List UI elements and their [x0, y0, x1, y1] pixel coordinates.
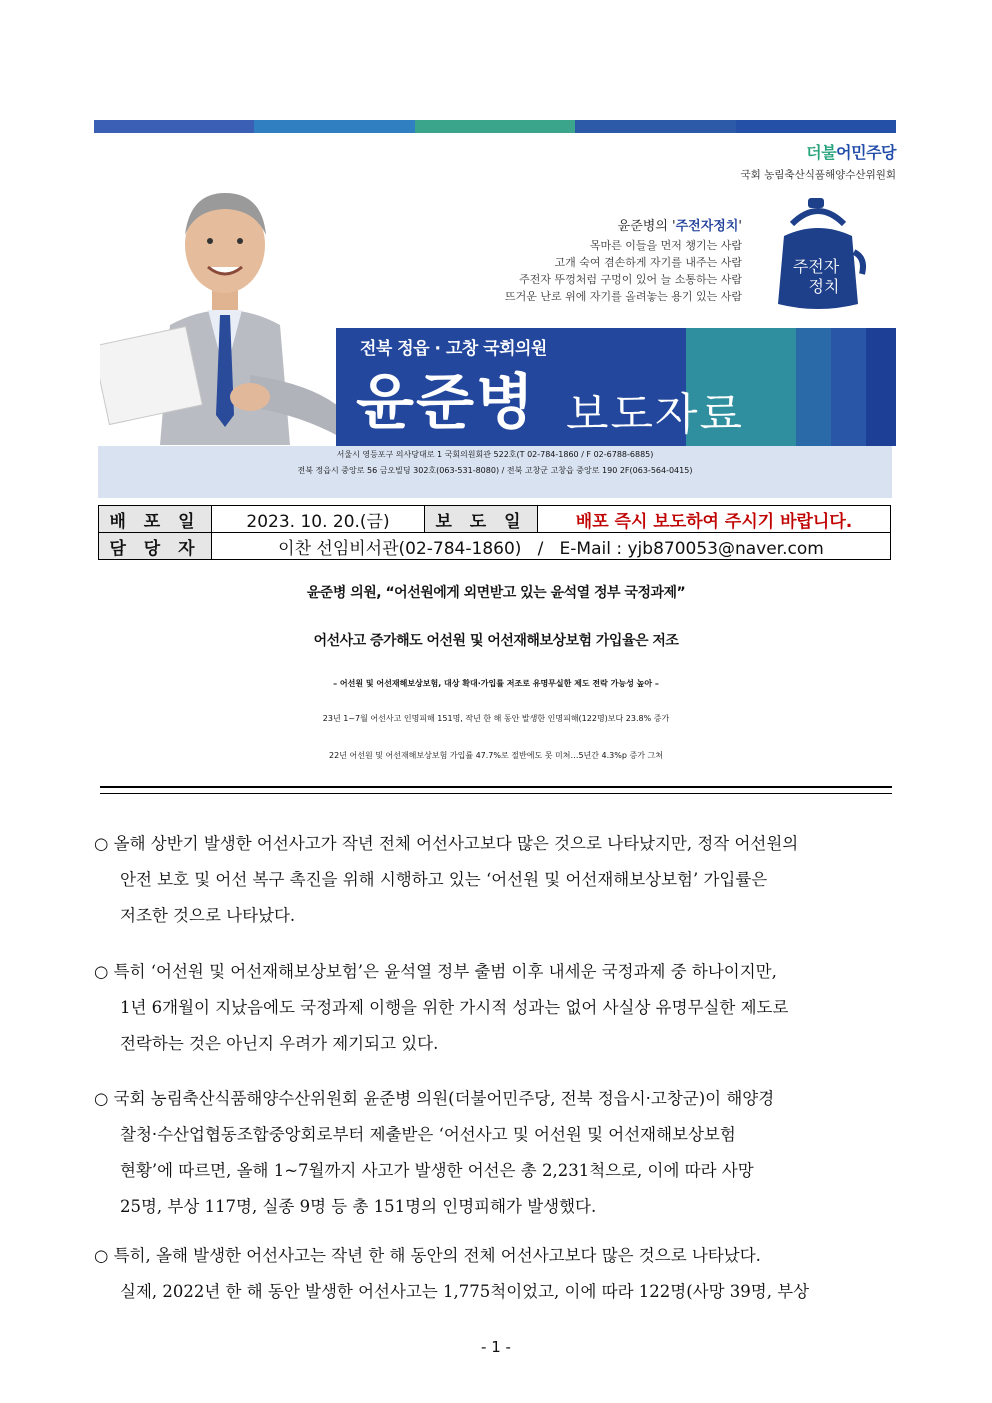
body-line: 저조한 것으로 나타났다.	[120, 906, 296, 925]
main-title-1: 윤준병 의원, “어선원에게 외면받고 있는 윤석열 정부 국정과제”	[306, 585, 686, 601]
philosophy-line: 주전자 뚜껑처럼 구멍이 있어 늘 소통하는 사람	[519, 273, 742, 286]
philosophy-title	[460, 218, 742, 235]
lawmaker-portrait	[100, 175, 350, 445]
kettle-text-1: 주전자	[792, 257, 840, 276]
contact-value: 이찬 선임비서관(02-784-1860) / E-Mail : yjb870053@naver.com	[212, 533, 891, 560]
address-seoul: 서울시 영등포구 의사당대로 1 국회의원회관 522호(T 02-784-1860 / F 02-6788-6885)	[336, 450, 654, 459]
body-paragraph	[94, 1238, 894, 1310]
stripe-segment	[415, 120, 575, 133]
body-line: 전락하는 것은 아닌지 우려가 제기되고 있다.	[120, 1034, 439, 1053]
report-value: 배포 즉시 보도하여 주시기 바랍니다.	[538, 506, 891, 533]
address-local: 전북 정읍시 중앙로 56 금오빌딩 302호(063-531-8080) / 전북 고창군 고창읍 중앙로 190 2F(063-564-0415)	[297, 466, 693, 475]
summary-line-2: 22년 어선원 및 어선재해보상보험 가입률 47.7%로 절반에도 못 미쳐…5년간 4.3%p 증가 그쳐	[329, 751, 663, 760]
body-line: 안전 보호 및 어선 복구 촉진을 위해 시행하고 있는 ‘어선원 및 어선재해보상보험’ 가입률은	[120, 870, 768, 889]
contact-label: 담 당 자	[99, 533, 212, 560]
date-label: 배 포 일	[99, 506, 212, 533]
banner-bg	[796, 328, 831, 446]
stripe-segment	[736, 120, 896, 133]
lawmaker-name: 윤준병	[356, 368, 536, 438]
table-row	[99, 533, 891, 560]
district-label: 전북 정읍 · 고창 국회의원	[360, 339, 547, 359]
party-name	[741, 140, 896, 163]
body-line: 25명, 부상 117명, 실종 9명 등 총 151명의 인명피해가 발생했다.	[120, 1197, 597, 1216]
stripe-segment	[94, 120, 254, 133]
stripe-segment	[254, 120, 414, 133]
body-line: 찰청·수산업협동조합중앙회로부터 제출받은 ‘어선사고 및 어선원 및 어선재해보상보험	[120, 1125, 736, 1144]
committee-name: 국회 농림축산식품해양수산위원회	[740, 169, 896, 181]
body-paragraph	[94, 1081, 894, 1225]
kettle-text-2: 정치	[808, 277, 840, 296]
body-line: 현황’에 따르면, 올해 1~7월까지 사고가 발생한 어선은 총 2,231척으로, 이에 따라 사망	[120, 1161, 754, 1180]
body-line: ○ 특히 ‘어선원 및 어선재해보상보험’은 윤석열 정부 출범 이후 내세운 국정과제 중 하나이지만,	[94, 962, 777, 981]
body-paragraph	[94, 826, 894, 934]
address-box	[98, 446, 892, 498]
summary-line-1: 23년 1~7월 어선사고 인명피해 151명, 작년 한 해 동안 발생한 인명피해(122명)보다 23.8% 증가	[322, 714, 670, 723]
body-paragraph	[94, 954, 894, 1062]
title-divider	[100, 786, 892, 794]
doc-type: 보도자료	[566, 389, 745, 440]
body-line: 1년 6개월이 지났음에도 국정과제 이행을 위한 가시적 성과는 없어 사실상 유명무실한 제도로	[120, 998, 789, 1017]
kettle-icon	[770, 196, 866, 312]
philosophy-line: 뜨거운 난로 위에 자기를 올려놓는 용기 있는 사람	[505, 290, 742, 303]
date-value: 2023. 10. 20.(금)	[212, 506, 425, 533]
stripe-segment	[575, 120, 735, 133]
philosophy-title-prefix: 윤준병의 '	[617, 219, 676, 234]
page-number: - 1 -	[481, 1338, 511, 1356]
body-line: ○ 특히, 올해 발생한 어선사고는 작년 한 해 동안의 전체 어선사고보다 많은 것으로 나타났다.	[94, 1246, 761, 1265]
philosophy-title-emph: 주전자정치	[675, 219, 739, 234]
philosophy-block	[460, 218, 742, 305]
subtitle: – 어선원 및 어선재해보상보험, 대상 확대·가입률 저조로 유명무실한 제도 전락 가능성 높아 –	[333, 679, 659, 688]
party-name-prefix: 더불	[806, 143, 837, 162]
report-label: 보 도 일	[425, 506, 538, 533]
body-line: 실제, 2022년 한 해 동안 발생한 어선사고는 1,775척이었고, 이에 따라 122명(사망 39명, 부상	[120, 1282, 810, 1301]
distribution-table	[98, 505, 891, 560]
top-color-stripe	[94, 120, 896, 133]
philosophy-line: 고개 숙여 겸손하게 자기를 내주는 사람	[554, 256, 742, 269]
body-line: ○ 국회 농림축산식품해양수산위원회 윤준병 의원(더불어민주당, 전북 정읍시·고창군)이 해양경	[94, 1089, 775, 1108]
main-title-2: 어선사고 증가해도 어선원 및 어선재해보상보험 가입율은 저조	[313, 633, 679, 649]
body-line: ○ 올해 상반기 발생한 어선사고가 작년 전체 어선사고보다 많은 것으로 나타났지만, 정작 어선원의	[94, 834, 799, 853]
banner-bg	[866, 328, 896, 446]
philosophy-line: 목마른 이들을 먼저 챙기는 사람	[589, 239, 742, 252]
table-row	[99, 506, 891, 533]
party-name-suffix: 어민주당	[836, 143, 896, 162]
party-logo	[741, 140, 896, 182]
banner-bg	[831, 328, 866, 446]
philosophy-title-suffix: '	[738, 219, 742, 234]
